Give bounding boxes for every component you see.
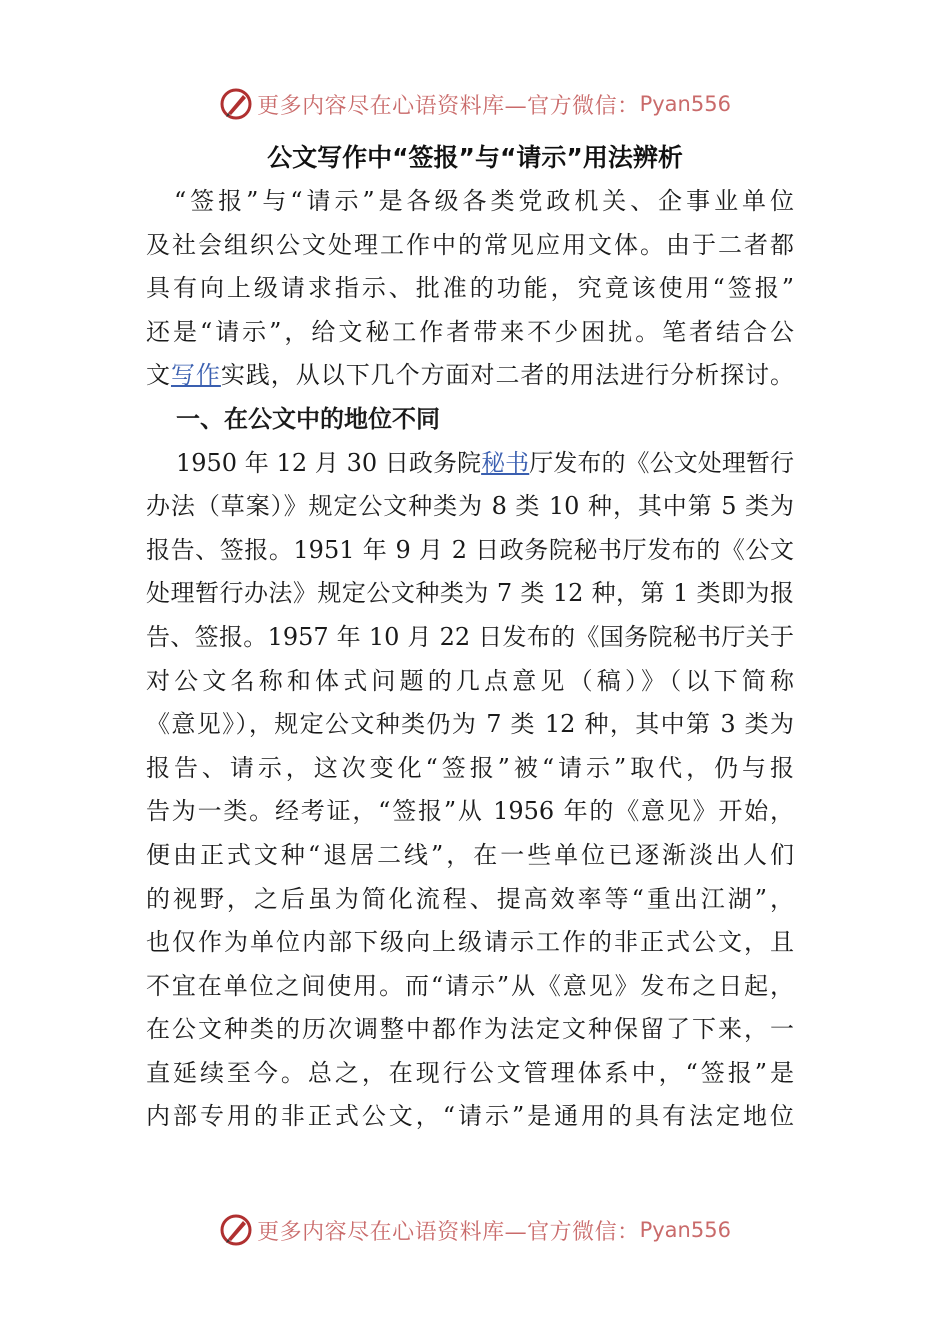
writing-link[interactable]: 写作: [170, 361, 221, 390]
text-line: 不宜在单位之间使用。而“请示”从《意见》发布之日起，: [146, 971, 794, 1000]
text-line: 告为一类。经考证，“签报”从 1956 年的《意见》开始，: [146, 797, 794, 826]
text-line: 办法（草案）》规定公文种类为 8 类 10 种，其中第 5 类为: [146, 492, 794, 521]
text-line: 处理暂行办法》规定公文种类为 7 类 12 种，第 1 类即为报: [146, 579, 794, 608]
secretary-link[interactable]: 秘书: [481, 448, 530, 477]
text-line: 报告、签报。1951 年 9 月 2 日政务院秘书厅发布的《公文: [146, 535, 794, 564]
text-line: [146, 442, 794, 486]
banner-wechat-id: Pyan556: [639, 1218, 731, 1242]
pen-logo-icon: [219, 1213, 253, 1247]
text-line: 直延续至今。总之，在现行公文管理体系中，“签报”是: [146, 1058, 794, 1087]
text-line: 的视野，之后虽为简化流程、提高效率等“重出江湖”，: [146, 884, 794, 913]
text-line: [146, 354, 794, 398]
text-line: 便由正式文种“退居二线”，在一些单位已逐渐淡出人们: [146, 840, 794, 869]
text-segment: 1950 年 12 月 30 日政务院: [176, 448, 482, 477]
text-line: 报告、请示，这次变化“签报”被“请示”取代，仍与报: [146, 753, 794, 782]
text-line: 在公文种类的历次调整中都作为法定文种保留了下来，一: [146, 1015, 794, 1044]
text-line: 《意见》），规定公文种类仍为 7 类 12 种，其中第 3 类为: [146, 710, 794, 739]
text-line: 内部专用的非正式公文，“请示”是通用的具有法定地位: [146, 1102, 794, 1131]
header-banner: [0, 82, 950, 126]
banner-text: 更多内容尽在心语资料库—官方微信：: [257, 93, 640, 119]
text-segment: 厅发布的《公文处理暂行: [529, 448, 794, 477]
text-line: 告、签报。1957 年 10 月 22 日发布的《国务院秘书厅关于: [146, 622, 794, 651]
section-heading: 一、在公文中的地位不同: [176, 404, 440, 433]
footer-banner: [0, 1208, 950, 1252]
text-line: 具有向上级请求指示、批准的功能，究竟该使用“签报”: [146, 274, 794, 303]
text-line: “签报”与“请示”是各级各类党政机关、企事业单位: [146, 187, 794, 215]
text-line: 及社会组织公文处理工作中的常见应用文体。由于二者都: [146, 230, 794, 259]
pen-logo-icon: [219, 87, 253, 121]
text-line: 对公文名称和体式问题的几点意见（稿）》（以下简称: [146, 666, 794, 695]
banner-wechat-id: Pyan556: [639, 92, 731, 116]
document-body: [146, 180, 794, 1139]
document-title: 公文写作中“签报”与“请示”用法辨析: [267, 143, 683, 172]
text-line: 还是“请示”，给文秘工作者带来不少困扰。笔者结合公: [146, 317, 794, 346]
text-segment: 文: [146, 361, 171, 390]
banner-text: 更多内容尽在心语资料库—官方微信：: [257, 1219, 640, 1245]
text-segment: 实践，从以下几个方面对二者的用法进行分析探讨。: [220, 361, 795, 390]
text-line: 也仅作为单位内部下级向上级请示工作的非正式公文，且: [146, 928, 794, 957]
